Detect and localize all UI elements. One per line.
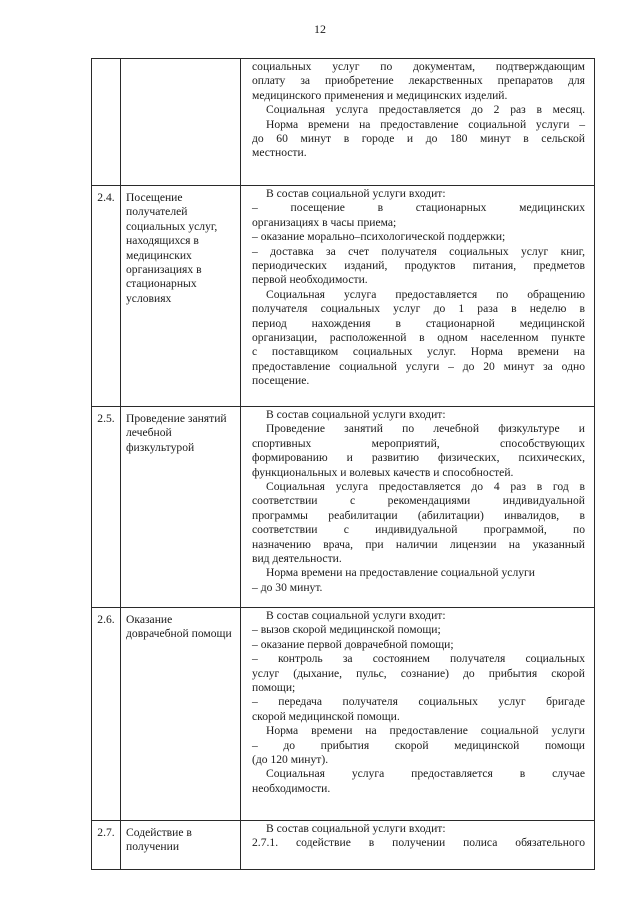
description-line: – посещение в стационарных медицинских <box>252 201 585 215</box>
description-line: В состав социальной услуги входит: <box>266 822 446 835</box>
description-line: соответствии с индивидуальной программой, по <box>252 523 585 537</box>
description-line: периодических изданий, продуктов питания, предметов <box>252 259 585 273</box>
description-line: назначению врача, при наличии лицензии на указанный <box>252 537 585 551</box>
description-line: с поставщиком социальных услуг. Норма времени на <box>252 345 585 359</box>
description-line: оплату за приобретение лекарственных препаратов для <box>252 74 585 88</box>
description-line: – оказание морально–психологической поддержки; <box>252 230 506 244</box>
description-line: Норма времени на предоставление социальной услуги <box>266 724 585 738</box>
description-line: Социальная услуга предоставляется по обращению <box>266 287 585 301</box>
row-number: 2.6. <box>92 608 121 821</box>
description-line: организации, расположенной в одном населенном пункте <box>252 331 585 345</box>
service-name: Посещение получателей социальных услуг, находящихся в медицинских организациях в стационарных условиях <box>121 186 241 407</box>
description-line: – до прибытия скорой медицинской помощи <box>252 738 585 752</box>
description-line: – доставка за счет получателя социальных услуг книг, <box>252 244 585 258</box>
description-line: вид деятельности. <box>252 552 342 566</box>
table-row <box>92 608 595 821</box>
row-number: 2.7. <box>92 821 121 870</box>
table-row <box>92 407 595 608</box>
description-line: организациях в часы приема; <box>252 215 397 229</box>
description-line: Социальная услуга предоставляется до 2 раз в месяц. <box>266 103 585 117</box>
row-number <box>92 59 121 186</box>
description-line: программы реабилитации (абилитации) инвалидов, в <box>252 508 585 522</box>
table-row <box>92 59 595 186</box>
description-line: спортивных мероприятий, способствующих <box>252 436 585 450</box>
description-line: – передача получателя социальных услуг бригаде <box>252 695 585 709</box>
description-line: Социальная услуга предоставляется в случае <box>266 767 585 781</box>
services-table <box>91 58 595 870</box>
description-line: получателя социальных услуг до 1 раза в неделю в <box>252 302 585 316</box>
table-row <box>92 821 595 870</box>
service-name: Содействие в получении <box>121 821 241 870</box>
row-number: 2.4. <box>92 186 121 407</box>
description-line: медицинского применения и медицинских изделий. <box>252 88 508 102</box>
service-description <box>241 608 595 821</box>
description-line: – оказание первой доврачебной помощи; <box>252 637 454 651</box>
description-line: функциональных и волевых качеств и способностей. <box>252 465 514 479</box>
description-line: (до 120 минут). <box>252 753 329 767</box>
table-row <box>92 186 595 407</box>
service-description <box>241 186 595 407</box>
description-line: необходимости. <box>252 781 331 795</box>
description-line: посещение. <box>252 374 310 388</box>
service-description <box>241 821 595 870</box>
description-line: 2.7.1. содействие в получении полиса обязательного <box>252 836 585 850</box>
description-line: В состав социальной услуги входит: <box>266 408 446 421</box>
description-line: – до 30 минут. <box>252 580 323 594</box>
description-line: до 60 минут в городе и до 180 минут в сельской <box>252 132 585 146</box>
description-line: Проведение занятий по лечебной физкультуре и <box>266 422 585 436</box>
description-line: – контроль за состоянием получателя социальных <box>252 652 585 666</box>
description-line: период нахождения в стационарной медицинской <box>252 316 585 330</box>
description-line: Социальная услуга предоставляется до 4 раз в год в <box>266 480 585 494</box>
description-line: соответствии с рекомендациями индивидуальной <box>252 494 585 508</box>
description-line: услуг (дыхание, пульс, сознание) до прибытия скорой <box>252 666 585 680</box>
page-number: 12 <box>314 22 326 36</box>
row-number: 2.5. <box>92 407 121 608</box>
description-line: формированию и развитию физических, психических, <box>252 451 585 465</box>
description-line: Норма времени на предоставление социальной услуги – <box>266 117 585 131</box>
service-name: Оказание доврачебной помощи <box>121 608 241 821</box>
description-line: В состав социальной услуги входит: <box>266 609 446 622</box>
service-description <box>241 407 595 608</box>
description-line: местности. <box>252 146 307 160</box>
description-line: первой необходимости. <box>252 273 368 287</box>
description-line: предоставление социальной услуги – до 20 минут за одно <box>252 359 585 373</box>
description-line: скорой медицинской помощи. <box>252 709 400 723</box>
description-line: помощи; <box>252 681 296 695</box>
description-line: – вызов скорой медицинской помощи; <box>252 623 441 637</box>
service-name <box>121 59 241 186</box>
service-name: Проведение занятий лечебной физкультурой <box>121 407 241 608</box>
description-line: Норма времени на предоставление социальной услуги <box>266 566 535 580</box>
description-line: В состав социальной услуги входит: <box>266 187 446 200</box>
description-line: социальных услуг по документам, подтверждающим <box>252 60 585 73</box>
service-description <box>241 59 595 186</box>
